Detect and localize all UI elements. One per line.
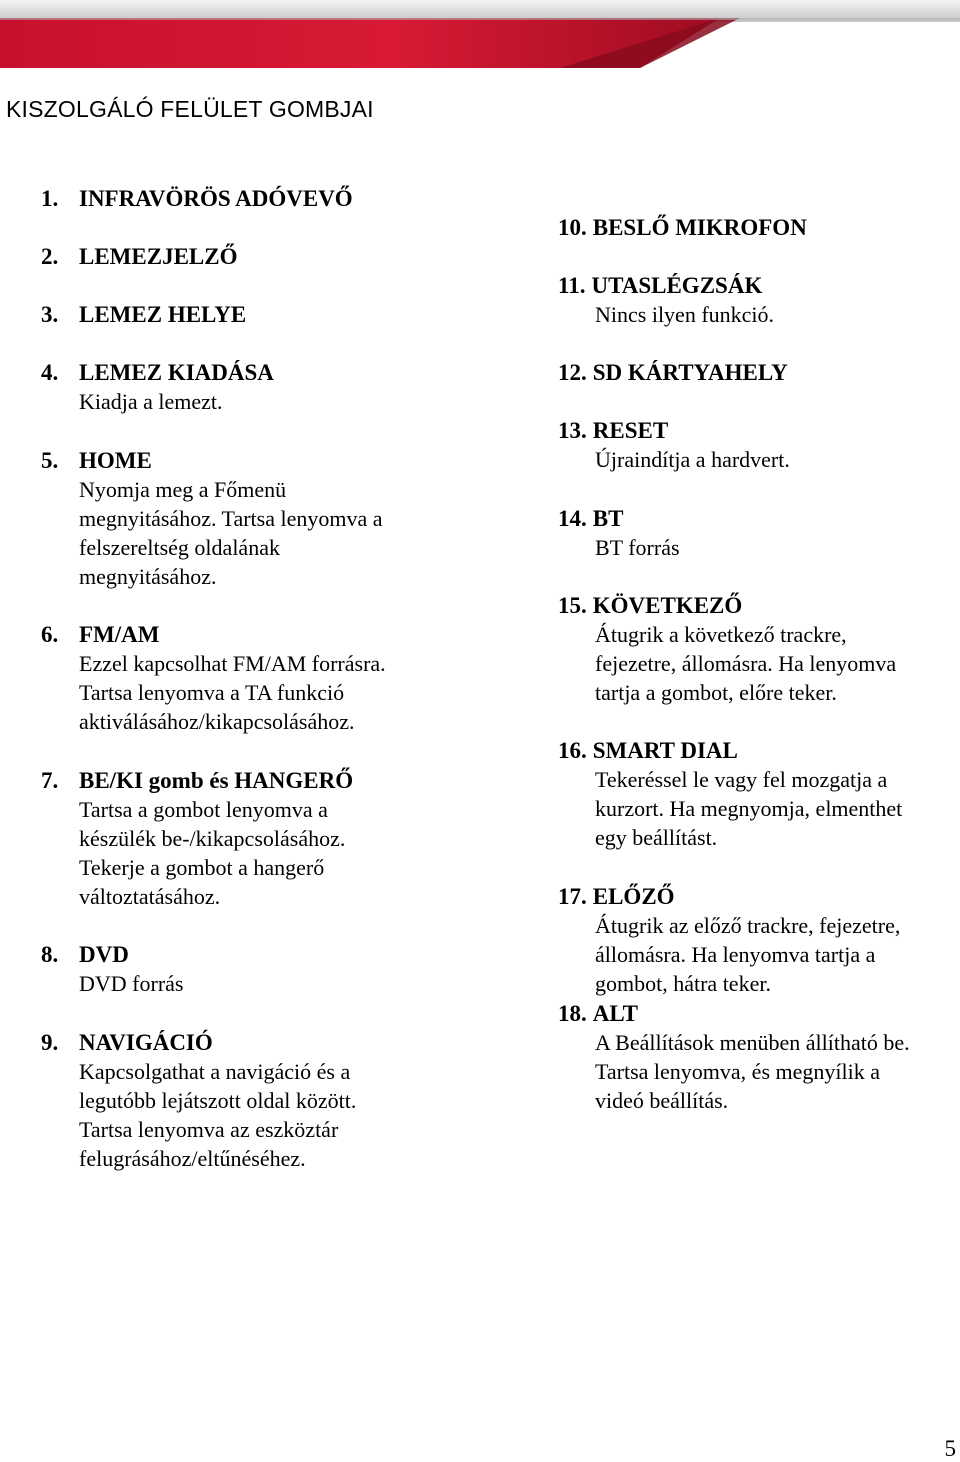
- item-heading: [558, 358, 788, 387]
- description-line: aktiválásához/kikapcsolásához.: [79, 709, 355, 734]
- description-line: Kapcsolgathat a navigáció és a: [79, 1059, 351, 1084]
- description-line: felugrásához/eltűnéséhez.: [79, 1146, 306, 1171]
- description-line: Kiadja a lemezt.: [79, 389, 223, 414]
- item-number: 4.: [41, 360, 59, 385]
- description-line: készülék be-/kikapcsolásához.: [79, 826, 346, 851]
- item-heading: [558, 999, 960, 1028]
- page-number: 5: [944, 1436, 956, 1461]
- list-item: [558, 416, 960, 474]
- item-heading: [41, 358, 459, 387]
- item-number: 17.: [558, 884, 587, 909]
- list-item: [41, 446, 459, 591]
- item-title: NAVIGÁCIÓ: [79, 1030, 213, 1055]
- item-number: 18.: [558, 1001, 587, 1026]
- item-heading: [558, 504, 960, 533]
- section-title: KISZOLGÁLÓ FELÜLET GOMBJAI: [6, 96, 374, 122]
- item-title: BE/KI gomb és HANGERŐ: [79, 768, 354, 793]
- description-line: Tartsa lenyomva az eszköztár: [79, 1117, 339, 1142]
- list-item: [558, 882, 960, 998]
- item-description: [41, 969, 459, 998]
- item-number: 2.: [41, 244, 59, 269]
- item-number: 6.: [41, 622, 59, 647]
- item-number: 16.: [558, 738, 587, 763]
- item-title: BESLŐ MIKROFON: [592, 215, 807, 240]
- item-title: KÖVETKEZŐ: [592, 593, 743, 618]
- description-line: Nyomja meg a Főmenü: [79, 477, 287, 502]
- item-title: UTASLÉGZSÁK: [591, 273, 763, 298]
- list-item: [558, 504, 960, 562]
- list-item: [41, 184, 353, 213]
- description-line: kurzort. Ha megnyomja, elmenthet: [595, 796, 903, 821]
- description-line: megnyitásához. Tartsa lenyomva a: [79, 506, 383, 531]
- item-title: DVD: [79, 942, 129, 967]
- item-title: SD KÁRTYAHELY: [592, 360, 788, 385]
- item-description: [558, 445, 960, 474]
- description-line: állomásra. Ha lenyomva tartja a: [595, 942, 876, 967]
- description-line: Átugrik a következő trackre,: [595, 622, 847, 647]
- item-heading: [558, 213, 807, 242]
- item-number: 10.: [558, 215, 587, 240]
- item-heading: [41, 300, 246, 329]
- list-item: [41, 766, 459, 911]
- description-line: Újraindítja a hardvert.: [595, 447, 790, 472]
- list-item: [41, 242, 237, 271]
- description-line: tartja a gombot, előre teker.: [595, 680, 837, 705]
- item-heading: [558, 736, 960, 765]
- list-item: [558, 271, 960, 329]
- item-number: 15.: [558, 593, 587, 618]
- item-title: LEMEZ HELYE: [79, 302, 247, 327]
- item-heading: [41, 242, 237, 271]
- description-line: Átugrik az előző trackre, fejezetre,: [595, 913, 901, 938]
- item-description: [41, 475, 459, 591]
- list-item: [41, 358, 459, 416]
- description-line: legutóbb lejátszott oldal között.: [79, 1088, 357, 1113]
- list-item: [41, 620, 459, 736]
- list-item: [41, 300, 246, 329]
- description-line: gombot, hátra teker.: [595, 971, 771, 996]
- description-line: BT forrás: [595, 535, 680, 560]
- item-heading: [41, 446, 459, 475]
- item-number: 8.: [41, 942, 59, 967]
- description-line: videó beállítás.: [595, 1088, 729, 1113]
- description-line: DVD forrás: [79, 971, 184, 996]
- item-number: 5.: [41, 448, 59, 473]
- item-heading: [41, 184, 353, 213]
- item-title: HOME: [79, 448, 152, 473]
- description-line: megnyitásához.: [79, 564, 217, 589]
- list-item: [558, 736, 960, 852]
- item-title: BT: [592, 506, 624, 531]
- item-description: [41, 1057, 459, 1173]
- item-description: [558, 533, 960, 562]
- header-decorative-band: [0, 0, 960, 70]
- item-number: 14.: [558, 506, 587, 531]
- item-heading: [41, 766, 459, 795]
- item-description: [41, 387, 459, 416]
- item-description: [558, 765, 960, 852]
- item-heading: [558, 882, 960, 911]
- item-heading: [41, 620, 459, 649]
- list-item: [558, 358, 788, 387]
- item-number: 12.: [558, 360, 587, 385]
- header-band-graphic: [0, 0, 960, 70]
- list-item: [41, 1028, 459, 1173]
- item-title: LEMEZ KIADÁSA: [79, 360, 274, 385]
- item-number: 11.: [558, 273, 586, 298]
- item-description: [558, 911, 960, 998]
- item-heading: [41, 940, 459, 969]
- item-heading: [41, 1028, 459, 1057]
- item-description: [558, 1028, 960, 1115]
- item-title: ELŐZŐ: [592, 884, 675, 909]
- item-description: [41, 649, 459, 736]
- description-line: felszereltség oldalának: [79, 535, 280, 560]
- item-number: 13.: [558, 418, 587, 443]
- item-heading: [558, 591, 960, 620]
- description-line: Tartsa a gombot lenyomva a: [79, 797, 328, 822]
- item-description: [558, 620, 960, 707]
- description-line: Tekerje a gombot a hangerő: [79, 855, 325, 880]
- description-line: fejezetre, állomásra. Ha lenyomva: [595, 651, 897, 676]
- description-line: Tekeréssel le vagy fel mozgatja a: [595, 767, 888, 792]
- item-description: [558, 300, 960, 329]
- list-item: [558, 213, 807, 242]
- item-number: 9.: [41, 1030, 59, 1055]
- list-item: [41, 940, 459, 998]
- item-title: INFRAVÖRÖS ADÓVEVŐ: [79, 186, 353, 211]
- item-title: FM/AM: [79, 622, 160, 647]
- item-title: SMART DIAL: [592, 738, 738, 763]
- description-line: Nincs ilyen funkció.: [595, 302, 775, 327]
- description-line: Tartsa lenyomva a TA funkció: [79, 680, 345, 705]
- item-title: RESET: [592, 418, 669, 443]
- item-number: 1.: [41, 186, 59, 211]
- item-description: [41, 795, 459, 911]
- description-line: változtatásához.: [79, 884, 221, 909]
- description-line: egy beállítást.: [595, 825, 718, 850]
- description-line: Ezzel kapcsolhat FM/AM forrásra.: [79, 651, 386, 676]
- item-number: 7.: [41, 768, 59, 793]
- item-title: LEMEZJELZŐ: [79, 244, 238, 269]
- item-title: ALT: [592, 1001, 638, 1026]
- item-number: 3.: [41, 302, 59, 327]
- description-line: Tartsa lenyomva, és megnyílik a: [595, 1059, 880, 1084]
- item-heading: [558, 271, 960, 300]
- list-item: [558, 591, 960, 707]
- list-item: [558, 999, 960, 1115]
- description-line: A Beállítások menüben állítható be.: [595, 1030, 910, 1055]
- item-heading: [558, 416, 960, 445]
